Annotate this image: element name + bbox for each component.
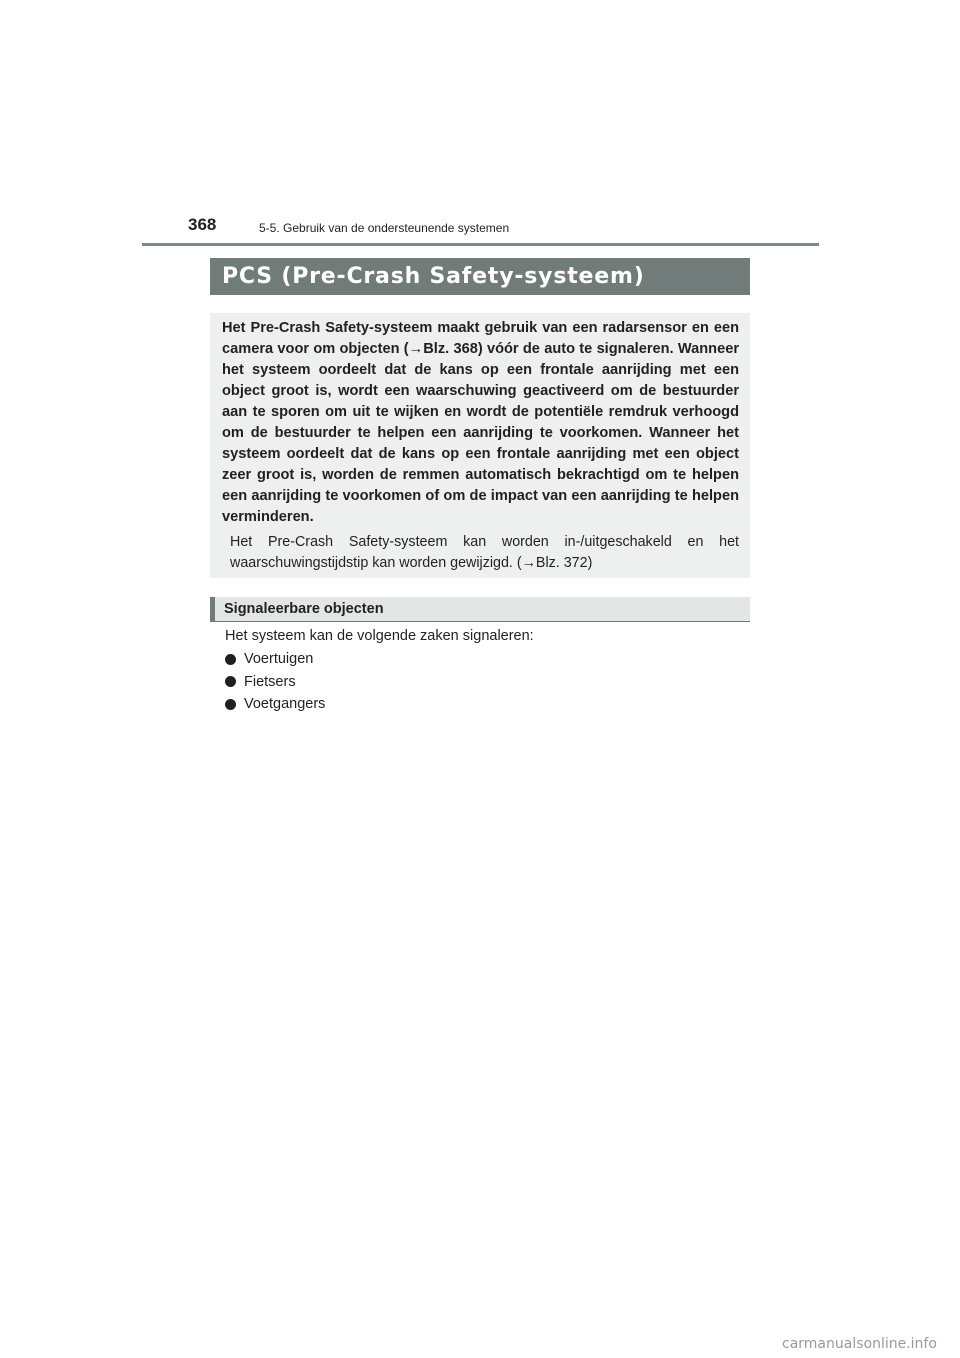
header-rule xyxy=(142,243,819,246)
watermark: carmanualsonline.info xyxy=(782,1336,937,1352)
list-item xyxy=(225,671,325,694)
list-item xyxy=(225,648,325,671)
bullet-icon xyxy=(225,654,236,665)
object-list xyxy=(225,648,325,716)
list-item-label: Fietsers xyxy=(244,673,296,690)
running-header: 5-5. Gebruik van de ondersteunende systemen xyxy=(259,221,510,235)
bullet-icon xyxy=(225,699,236,710)
title-bar xyxy=(210,258,750,295)
intro-bold-text: Het Pre-Crash Safety-systeem maakt gebruik van een radarsensor en een camera voor om objecten (→Blz. 368) vóór de auto te signaleren. Wanneer het systeem oordeelt dat de kans op een frontale aanrijding met een object groot is, wordt een waarschuwing geactiveerd om de bestuurder aan te sporen om uit te wijken en wordt de potentiële remdruk verhoogd om de bestuurder te helpen een aanrijding te voorkomen. Wanneer het systeem oordeelt dat de kans op een frontale aanrijding met een object zeer groot is, worden de remmen automatisch bekrachtigd om te helpen een aanrijding te voorkomen of om de impact van een aanrijding te helpen verminderen. xyxy=(222,320,739,525)
list-item xyxy=(225,693,325,716)
intro-note-text: Het Pre-Crash Safety-systeem kan worden in-/uitgeschakeld en het waarschuwingstijdstip kan worden gewijzigd. (→Blz. 372) xyxy=(230,534,739,571)
bullet-icon xyxy=(225,676,236,687)
list-item-label: Voertuigen xyxy=(244,651,314,668)
page-title: PCS (Pre-Crash Safety-systeem) xyxy=(222,264,645,289)
section-lead: Het systeem kan de volgende zaken signaleren: xyxy=(225,628,534,644)
page-number: 368 xyxy=(188,215,217,234)
intro-box xyxy=(210,313,750,578)
section-heading-bar xyxy=(210,597,750,622)
section-heading: Signaleerbare objecten xyxy=(224,601,384,617)
list-item-label: Voetgangers xyxy=(244,696,326,713)
